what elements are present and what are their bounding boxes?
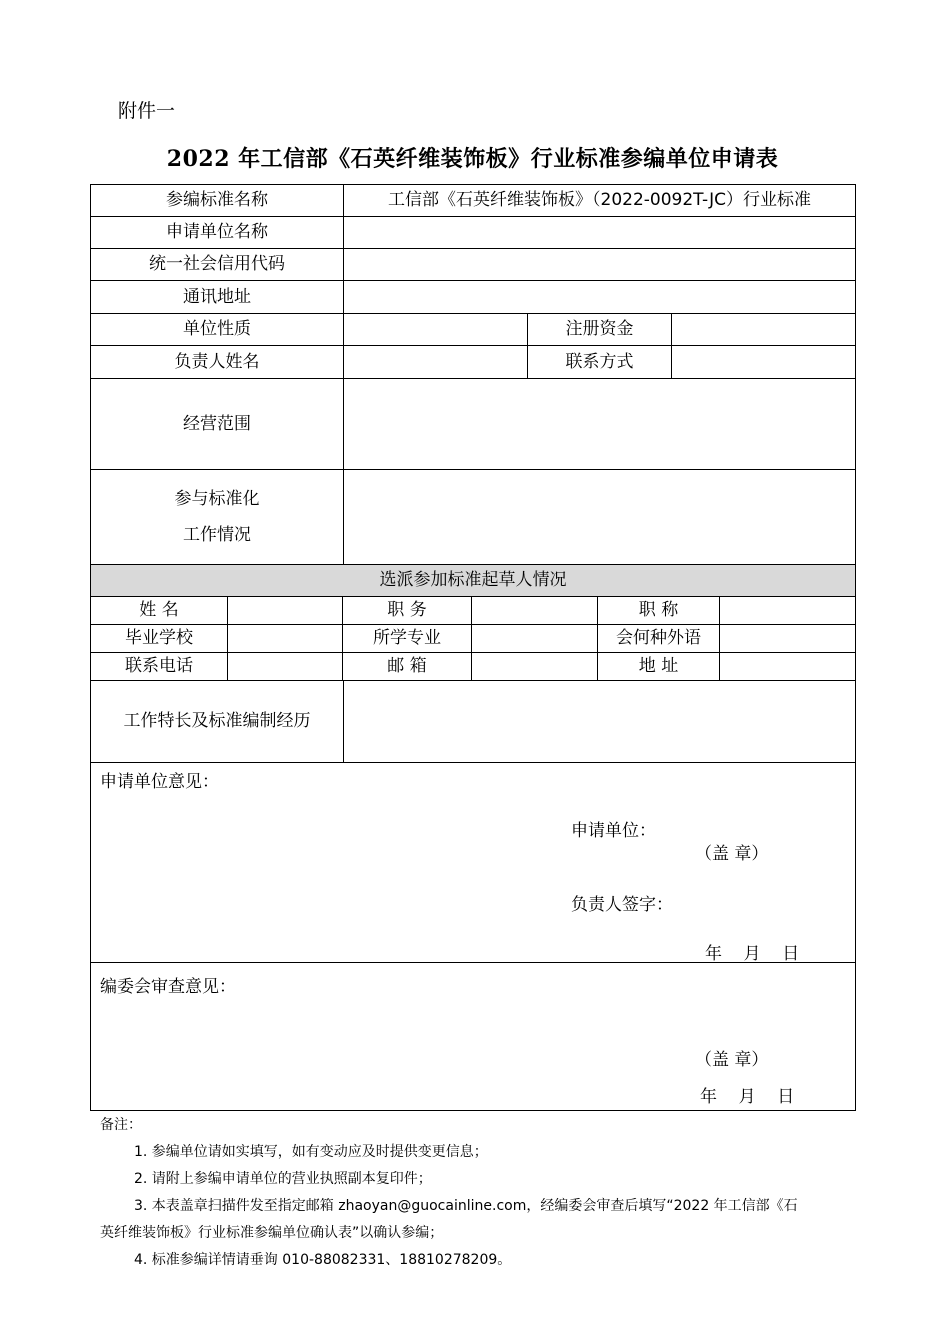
drafter-school-field[interactable] — [227, 624, 343, 653]
note-item-2: 2. 请附上参编申请单位的营业执照副本复印件； — [134, 1171, 432, 1187]
standard-name-label: 参编标准名称 — [90, 184, 344, 217]
applicant-opinion-label: 申请单位意见： — [100, 772, 219, 792]
drafter-major-field[interactable] — [471, 624, 598, 653]
standardization-label-line1: 参与标准化 — [174, 488, 260, 509]
committee-seal-label: （盖 章） — [695, 1050, 769, 1070]
standardization-work-label — [90, 469, 344, 565]
principal-name-label: 负责人姓名 — [90, 345, 344, 379]
standardization-work-field[interactable] — [343, 469, 856, 565]
drafter-language-label: 会何种外语 — [597, 624, 720, 653]
drafter-name-field[interactable] — [227, 596, 343, 625]
drafter-section-header: 选派参加标准起草人情况 — [90, 564, 856, 597]
notes-section — [100, 1112, 860, 1274]
committee-opinion-label: 编委会审查意见： — [100, 977, 236, 997]
applicant-seal-label: （盖 章） — [695, 844, 769, 864]
credit-code-field[interactable] — [343, 248, 856, 281]
address-field[interactable] — [343, 280, 856, 314]
drafter-experience-field[interactable] — [343, 680, 856, 763]
drafter-school-label: 毕业学校 — [90, 624, 228, 653]
unit-type-field[interactable] — [343, 313, 528, 346]
note-item-1: 1. 参编单位请如实填写，如有变动应及时提供变更信息； — [134, 1144, 488, 1160]
registered-capital-field[interactable] — [671, 313, 856, 346]
drafter-phone-label: 联系电话 — [90, 652, 228, 681]
drafter-position-label: 职 务 — [342, 596, 472, 625]
applicant-name-label: 申请单位名称 — [90, 216, 344, 249]
drafter-email-label: 邮 箱 — [342, 652, 472, 681]
standard-name-value: 工信部《石英纤维装饰板》（2022-0092T-JC）行业标准 — [343, 184, 856, 217]
drafter-phone-field[interactable] — [227, 652, 343, 681]
standardization-label-line2: 工作情况 — [183, 525, 251, 545]
note-item-3-continued: 英纤维装饰板》行业标准参编单位确认表”以确认参编； — [100, 1225, 444, 1241]
contact-label: 联系方式 — [527, 345, 672, 379]
applicant-name-field[interactable] — [343, 216, 856, 249]
contact-field[interactable] — [671, 345, 856, 379]
notes-heading: 备注： — [100, 1117, 142, 1133]
drafter-email-field[interactable] — [471, 652, 598, 681]
drafter-title-label: 职 称 — [597, 596, 720, 625]
note-item-3: 3. 本表盖章扫描件发至指定邮箱 zhaoyan@guocainline.com，经编委会审查后填写“2022 年工信部《石 — [134, 1198, 798, 1214]
committee-date-label: 年 月 日 — [700, 1087, 795, 1107]
drafter-title-field[interactable] — [719, 596, 856, 625]
principal-signature-label: 负责人签字： — [571, 895, 673, 915]
drafter-language-field[interactable] — [719, 624, 856, 653]
applicant-date-label: 年 月 日 — [705, 944, 800, 964]
attachment-label: 附件一 — [118, 100, 176, 122]
committee-opinion-box[interactable] — [90, 962, 856, 1111]
drafter-address-field[interactable] — [719, 652, 856, 681]
form-title: 2022 年工信部《石英纤维装饰板》行业标准参编单位申请表 — [166, 146, 779, 172]
applicant-unit-label: 申请单位： — [571, 821, 656, 841]
principal-name-field[interactable] — [343, 345, 528, 379]
drafter-position-field[interactable] — [471, 596, 598, 625]
address-label: 通讯地址 — [90, 280, 344, 314]
registered-capital-label: 注册资金 — [527, 313, 672, 346]
credit-code-label: 统一社会信用代码 — [90, 248, 344, 281]
business-scope-label: 经营范围 — [90, 378, 344, 470]
drafter-experience-label: 工作特长及标准编制经历 — [90, 680, 344, 763]
applicant-opinion-box[interactable] — [90, 762, 856, 963]
drafter-name-label: 姓 名 — [90, 596, 228, 625]
unit-type-label: 单位性质 — [90, 313, 344, 346]
note-item-4: 4. 标准参编详情请垂询 010-88082331、18810278209。 — [134, 1252, 512, 1268]
business-scope-field[interactable] — [343, 378, 856, 470]
drafter-address-label: 地 址 — [597, 652, 720, 681]
drafter-major-label: 所学专业 — [342, 624, 472, 653]
